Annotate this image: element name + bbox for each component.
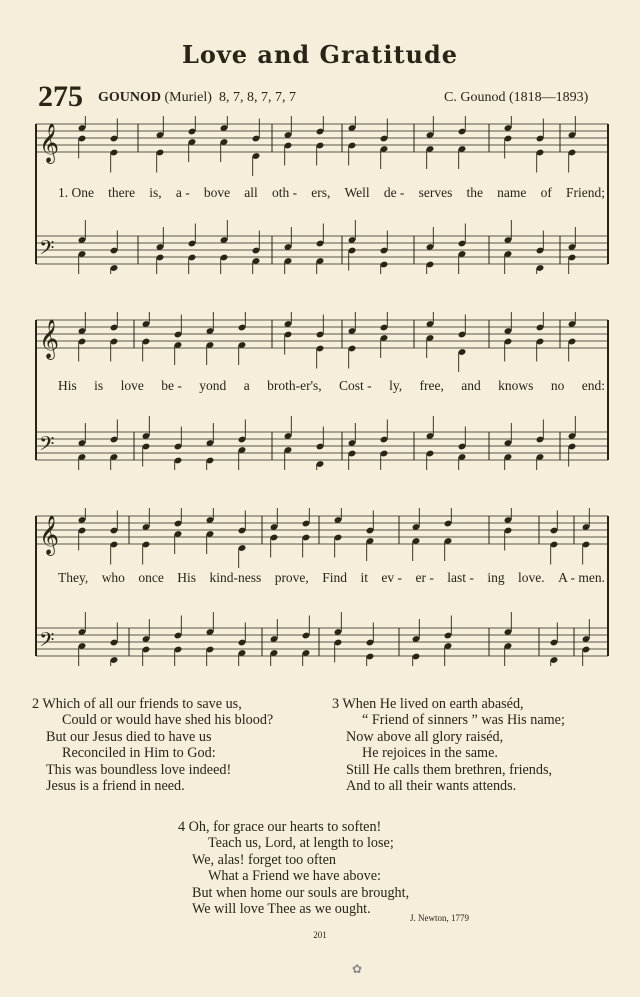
lyric-syllable: serves [418, 185, 453, 200]
verse-line: But when home our souls are brought, [192, 884, 410, 901]
lyric-syllable: be - [161, 378, 182, 393]
verse-line: He rejoices in the same. [362, 745, 498, 762]
lyric-syllable: all [244, 185, 258, 200]
lyric-syllable: ly, [389, 378, 403, 393]
tune-info [98, 90, 296, 106]
lyric-syllable: and [461, 378, 481, 393]
lyric-syllable: His [58, 378, 77, 393]
lyric-line-2 [34, 378, 609, 394]
verse-line: We will love Thee as we ought. [192, 901, 371, 918]
lyric-syllable: name [497, 185, 527, 200]
bass-clef-icon: 𝄢 [39, 628, 55, 656]
lyric-syllable: a - [175, 185, 190, 200]
lyric-syllable: once [138, 570, 164, 585]
lyric-syllable: A - men. [558, 570, 605, 585]
verse-line: 2 Which of all our friends to save us, [32, 696, 242, 712]
lyric-syllable: de - [383, 185, 405, 200]
lyric-syllable: oth - [271, 185, 298, 200]
lyric-syllable: er - [415, 570, 434, 585]
lyricist-credit: J. Newton, 1779 [410, 913, 469, 923]
lyric-syllable: His [177, 570, 197, 585]
verse-line: 4 Oh, for grace our hearts to soften! [178, 819, 382, 835]
verse-line: Teach us, Lord, at length to lose; [208, 835, 394, 852]
lyric-line-1 [34, 185, 609, 201]
hymn-number: 275 [38, 80, 83, 113]
lyric-syllable: broth-er's, [267, 378, 322, 393]
verse-line: We, alas! forget too often [192, 851, 336, 868]
meter: 8, 7, 8, 7, 7, 7 [218, 90, 296, 105]
lyric-syllable: Find [322, 570, 348, 585]
verse-line: “ Friend of sinners ” was His name; [362, 712, 565, 729]
lyric-syllable: ing [487, 570, 505, 585]
treble-clef-icon: 𝄞 [39, 515, 60, 555]
lyric-syllable: love [120, 378, 144, 393]
lyric-syllable: is, [149, 185, 162, 200]
page-number: 201 [313, 930, 327, 940]
lyric-syllable: knows [498, 378, 534, 393]
lyric-syllable: They, [58, 570, 89, 585]
verse-2 [32, 696, 274, 795]
tune-alt-name: (Muriel) [164, 90, 212, 105]
lyric-syllable: love. [518, 570, 545, 585]
lyric-syllable: who [101, 570, 125, 585]
page-title: Love and Gratitude [181, 40, 459, 69]
verse-line: And to all their wants attends. [346, 778, 517, 795]
lyric-syllable: it [360, 570, 368, 585]
lyric-syllable: ers, [311, 185, 331, 200]
lyric-syllable: prove, [274, 570, 309, 585]
verse-line: 3 When He lived on earth abaséd, [332, 696, 524, 712]
lyric-syllable: Cost - [339, 378, 372, 393]
verse-line: What a Friend we have above: [208, 868, 381, 885]
lyric-syllable: the [466, 185, 483, 200]
lyric-syllable: last - [447, 570, 474, 585]
lyric-syllable: no [550, 378, 565, 393]
lyric-syllable: ev - [381, 570, 403, 585]
verse-3 [332, 696, 565, 795]
tune-name: GOUNOD [98, 90, 161, 105]
treble-clef-icon: 𝄞 [39, 319, 60, 359]
lyric-syllable: Friend; [565, 185, 605, 200]
verse-line: Now above all glory raiséd, [346, 728, 504, 745]
bass-clef-icon: 𝄢 [39, 236, 55, 264]
verse-4 [178, 819, 410, 918]
verse-line: This was boundless love indeed! [46, 761, 232, 778]
lyric-syllable: end: [581, 378, 605, 393]
verse-line: Reconciled in Him to God: [62, 745, 216, 762]
verse-line: But our Jesus died to have us [46, 728, 212, 745]
verse-line: Could or would have shed his blood? [62, 712, 274, 729]
lyric-syllable: yond [199, 378, 227, 393]
lyric-syllable: kind-ness [209, 570, 262, 585]
lyric-syllable: free, [419, 378, 444, 393]
ornament-icon: ✿ [352, 962, 363, 976]
lyric-syllable: bove [203, 185, 231, 200]
lyric-syllable: a [243, 378, 250, 393]
composer: C. Gounod (1818—1893) [444, 90, 589, 105]
lyric-line-3 [34, 570, 609, 586]
verse-line: Still He calls them brethren, friends, [346, 761, 553, 778]
lyric-syllable: there [108, 185, 136, 200]
lyric-syllable: Well [344, 185, 370, 200]
bass-clef-icon: 𝄢 [39, 432, 55, 460]
verse-line: Jesus is a friend in need. [46, 778, 185, 795]
lyric-syllable: of [540, 185, 552, 200]
lyric-syllable: is [94, 378, 104, 393]
music-system-3 [34, 508, 610, 666]
treble-clef-icon: 𝄞 [39, 123, 60, 163]
lyric-syllable: 1. One [58, 185, 94, 200]
